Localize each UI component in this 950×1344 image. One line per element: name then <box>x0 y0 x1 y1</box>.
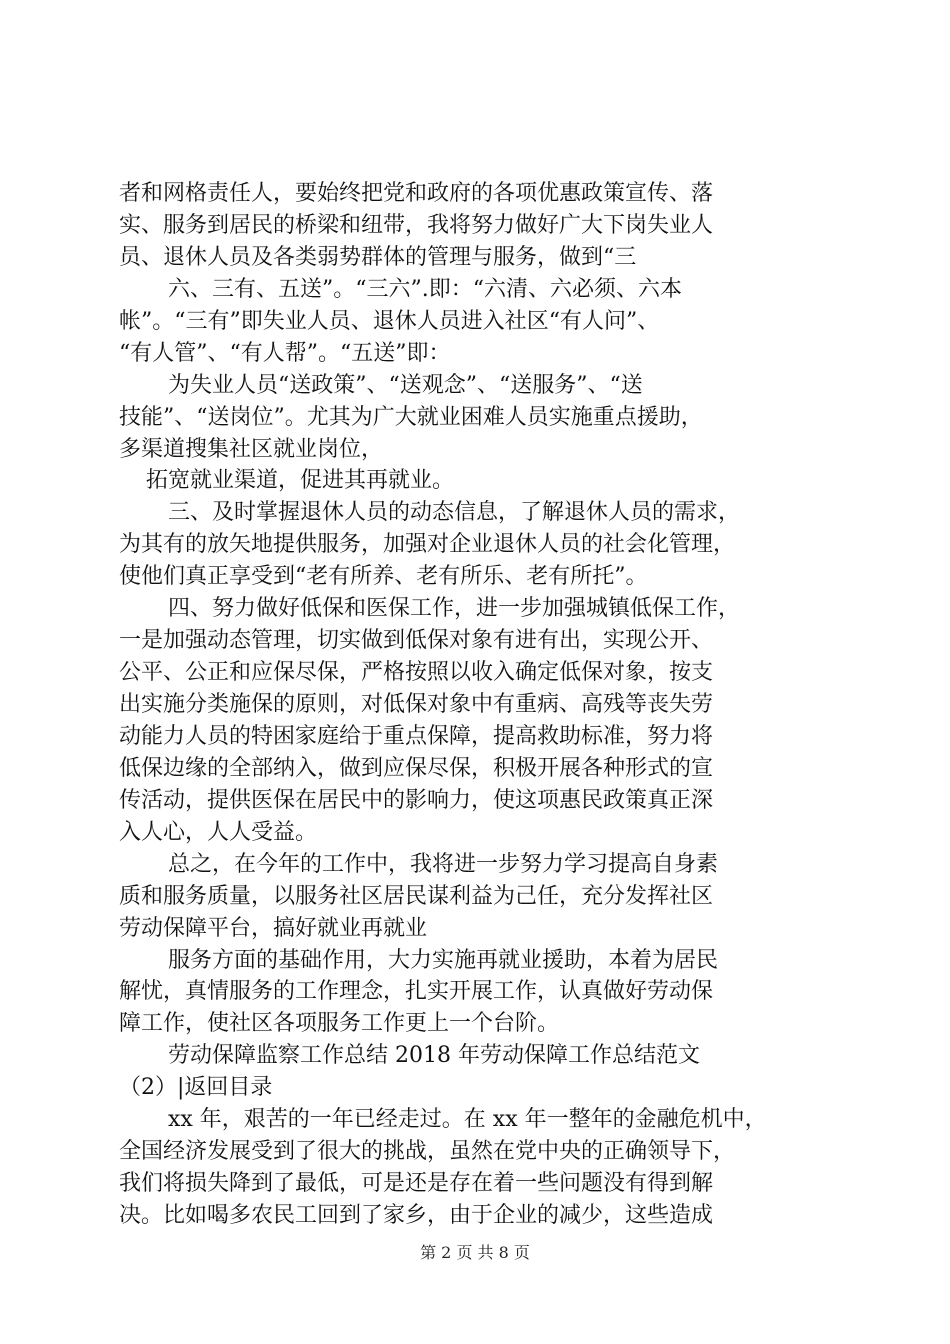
paragraph-line: 四、努力做好低保和医保工作，进一步加强城镇低保工作， <box>168 596 741 621</box>
paragraph-line: 实、服务到居民的桥梁和纽带，我将努力做好广大下岗失业人 <box>119 213 714 238</box>
paragraph-line: 我们将损失降到了最低，可是还是存在着一些问题没有得到解 <box>119 1171 714 1196</box>
paragraph-line: 三、及时掌握退休人员的动态信息，了解退休人员的需求， <box>168 500 741 525</box>
section-heading: 劳动保障监察工作总结 2018 年劳动保障工作总结范文 <box>168 1043 700 1068</box>
paragraph-line: 拓宽就业渠道，促进其再就业。 <box>146 468 455 493</box>
paragraph-line: 技能”、“送岗位”。尤其为广大就业困难人员实施重点援助， <box>119 405 703 430</box>
paragraph-line: 动能力人员的特困家庭给于重点保障，提高救助标准，努力将 <box>119 724 714 749</box>
paragraph-line: 质和服务质量，以服务社区居民谋利益为己任，充分发挥社区 <box>119 884 714 909</box>
paragraph-line: 六、三有、五送”。“三六”.即：“六清、六必须、六本 <box>168 277 682 302</box>
paragraph-line: xx 年，艰苦的一年已经走过。在 xx 年一整年的金融危机中， <box>168 1107 767 1132</box>
paragraph-line: 一是加强动态管理，切实做到低保对象有进有出，实现公开、 <box>119 628 714 653</box>
paragraph-line: 全国经济发展受到了很大的挑战，虽然在党中央的正确领导下， <box>119 1139 736 1164</box>
paragraph-line: 者和网格责任人，要始终把党和政府的各项优惠政策宣传、落 <box>119 181 714 206</box>
paragraph-line: 劳动保障平台，搞好就业再就业 <box>119 916 428 941</box>
paragraph-line: 帐”。“三有”即失业人员、退休人员进入社区“有人问”、 <box>119 309 660 334</box>
paragraph-line: 服务方面的基础作用，大力实施再就业援助，本着为居民 <box>168 948 719 973</box>
paragraph-line: 多渠道搜集社区就业岗位， <box>119 437 384 462</box>
paragraph-line: 出实施分类施保的原则，对低保对象中有重病、高残等丧失劳 <box>119 692 714 717</box>
paragraph-line: 低保边缘的全部纳入，做到应保尽保，积极开展各种形式的宣 <box>119 756 714 781</box>
paragraph-line: 传活动，提供医保在居民中的影响力，使这项惠民政策真正深 <box>119 788 714 813</box>
paragraph-line: 使他们真正享受到“老有所养、老有所乐、老有所托”。 <box>119 564 648 589</box>
paragraph-line: 员、退休人员及各类弱势群体的管理与服务，做到“三 <box>119 245 637 270</box>
paragraph-line: 入人心，人人受益。 <box>119 820 318 845</box>
paragraph-line: “有人管”、“有人帮”。“五送”即： <box>119 341 451 366</box>
paragraph-line: 障工作，使社区各项服务工作更上一个台阶。 <box>119 1011 560 1036</box>
paragraph-line: 为其有的放矢地提供服务，加强对企业退休人员的社会化管理， <box>119 532 736 557</box>
paragraph-line: 决。比如喝多农民工回到了家乡，由于企业的减少，这些造成 <box>119 1203 714 1228</box>
paragraph-line: 为失业人员“送政策”、“送观念”、“送服务”、“送 <box>168 373 643 398</box>
paragraph-line: 解忧，真情服务的工作理念，扎实开展工作，认真做好劳动保 <box>119 979 714 1004</box>
page-footer: 第 2 页 共 8 页 <box>420 1243 530 1262</box>
paragraph-line: 公平、公正和应保尽保，严格按照以收入确定低保对象，按支 <box>119 660 714 685</box>
paragraph-line: 总之，在今年的工作中，我将进一步努力学习提高自身素 <box>168 852 719 877</box>
return-to-toc-link[interactable]: （2）|返回目录 <box>119 1075 273 1100</box>
